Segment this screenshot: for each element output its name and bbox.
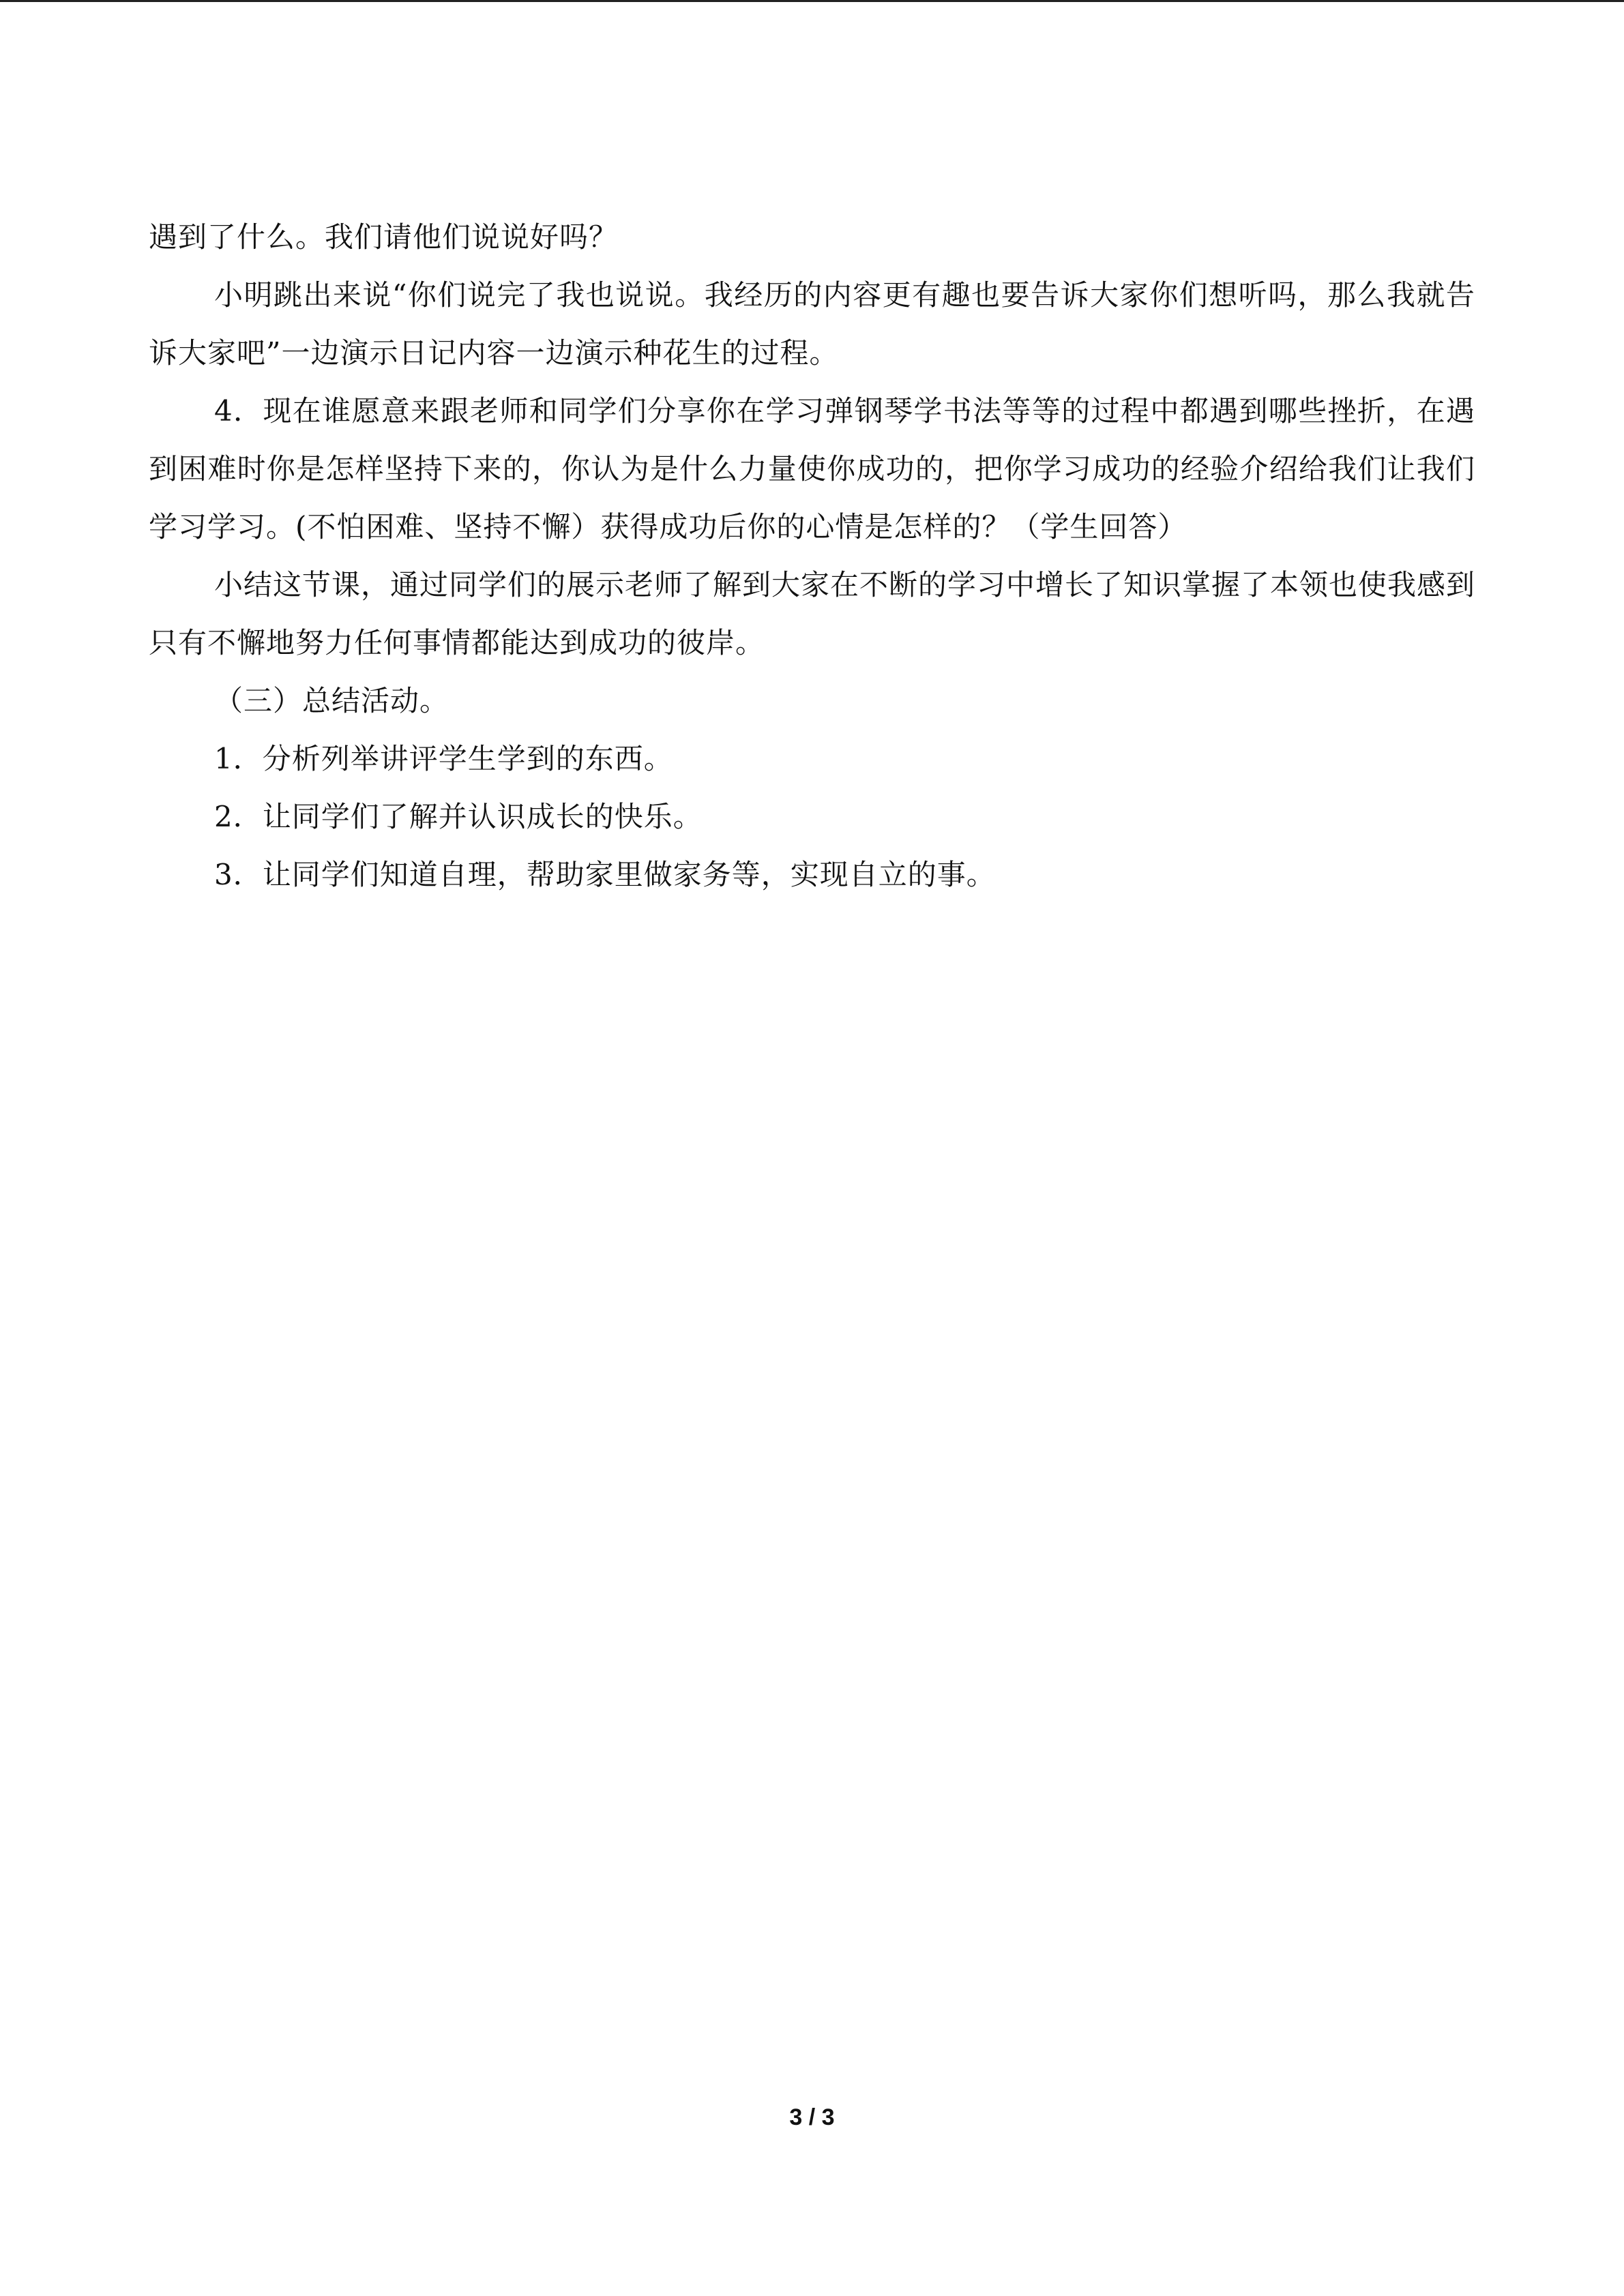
paragraph-item-4: 4．现在谁愿意来跟老师和同学们分享你在学习弹钢琴学书法等等的过程中都遇到哪些挫折，在遇到困难时你是怎样坚持下来的，你认为是什么力量使你成功的，把你学习成功的经验介绍给我们让我们学习学习。(不怕困难、坚持不懈）获得成功后你的心情是怎样的？（学生回答） [149,394,1475,543]
page-number: 3 / 3 [789,2104,835,2130]
section-heading-summary-activity: （三）总结活动。 [214,684,449,717]
list-item-2: 2．让同学们了解并认识成长的快乐。 [214,800,703,833]
list-item-3: 3．让同学们知道自理，帮助家里做家务等，实现自立的事。 [214,858,996,891]
paragraph-continuation: 遇到了什么。我们请他们说说好吗？ [149,220,619,254]
list-item-1: 1．分析列举讲评学生学到的东西。 [214,742,673,775]
top-border-line [0,0,1624,2]
paragraph-xiaoming: 小明跳出来说“你们说完了我也说说。我经历的内容更有趣也要告诉大家你们想听吗，那么我就告诉大家吧”一边演示日记内容一边演示种花生的过程。 [149,278,1475,370]
document-body [149,208,1475,904]
paragraph-summary: 小结这节课，通过同学们的展示老师了解到大家在不断的学习中增长了知识掌握了本领也使我感到只有不懈地努力任何事情都能达到成功的彼岸。 [149,568,1476,659]
